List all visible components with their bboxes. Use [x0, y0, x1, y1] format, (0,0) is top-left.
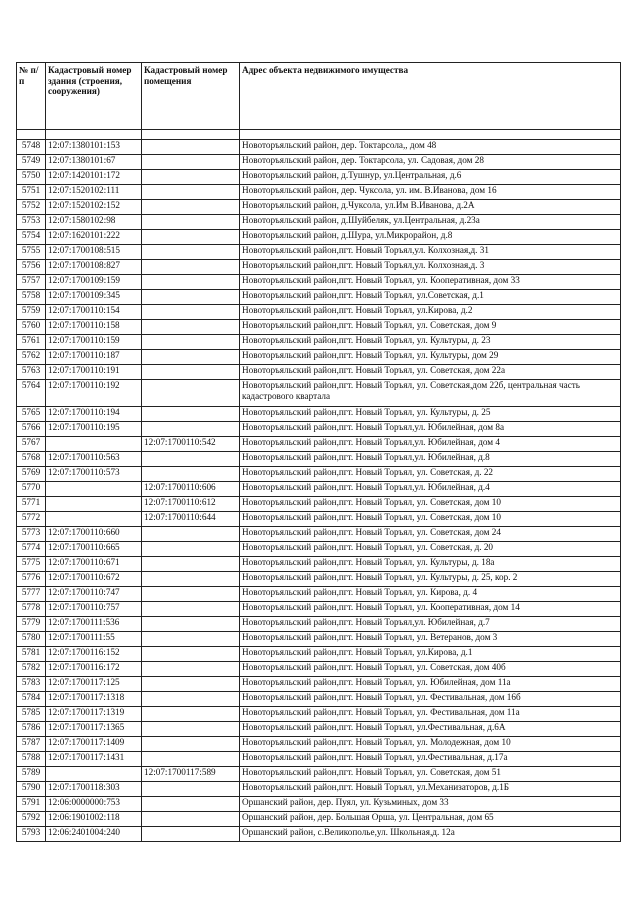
building-cadastral-number: 12:07:1700111:55: [46, 632, 142, 647]
room-cadastral-number: [142, 617, 240, 632]
building-cadastral-number: 12:07:1700110:573: [46, 467, 142, 482]
row-number: 5791: [17, 797, 46, 812]
row-number: 5765: [17, 407, 46, 422]
table-body: [17, 130, 621, 842]
room-cadastral-number: [142, 587, 240, 602]
table-row: [17, 602, 621, 617]
table-row: [17, 380, 621, 407]
header-row: [17, 63, 621, 130]
table-row: [17, 437, 621, 452]
room-cadastral-number: [142, 170, 240, 185]
table-row: [17, 407, 621, 422]
building-cadastral-number: [46, 767, 142, 782]
room-cadastral-number: 12:07:1700110:612: [142, 497, 240, 512]
room-cadastral-number: [142, 407, 240, 422]
building-cadastral-number: 12:07:1700117:125: [46, 677, 142, 692]
table-row: [17, 155, 621, 170]
property-address: Новоторъяльский район,пгт. Новый Торъял, ул. Советская, дом 51: [240, 767, 621, 782]
room-cadastral-number: [142, 452, 240, 467]
building-cadastral-number: 12:07:1700110:159: [46, 335, 142, 350]
row-number: 5783: [17, 677, 46, 692]
room-cadastral-number: [142, 230, 240, 245]
property-address: Новоторъяльский район,пгт. Новый Торъял, ул. Советская, д. 22: [240, 467, 621, 482]
table-row: [17, 722, 621, 737]
table-row: [17, 452, 621, 467]
table-row: [17, 275, 621, 290]
property-address: Новоторъяльский район,пгт. Новый Торъял, ул. Кооперативная, дом 33: [240, 275, 621, 290]
table-row: [17, 200, 621, 215]
property-address: Оршанский район, с.Великополье,ул. Школьная,д. 12а: [240, 827, 621, 842]
room-cadastral-number: [142, 737, 240, 752]
building-cadastral-number: 12:07:1700110:672: [46, 572, 142, 587]
table-row: [17, 632, 621, 647]
building-cadastral-number: 12:07:1700111:536: [46, 617, 142, 632]
property-address: Новоторъяльский район,пгт. Новый Торъял, ул.Фестивальная, д.17а: [240, 752, 621, 767]
row-number: 5793: [17, 827, 46, 842]
row-number: 5750: [17, 170, 46, 185]
room-cadastral-number: [142, 335, 240, 350]
building-cadastral-number: 12:07:1700110:195: [46, 422, 142, 437]
building-cadastral-number: 12:07:1700110:158: [46, 320, 142, 335]
row-number: 5786: [17, 722, 46, 737]
property-address: Новоторъяльский район,пгт. Новый Торъял, ул. Культуры, д. 25: [240, 407, 621, 422]
building-cadastral-number: 12:06:0000000:753: [46, 797, 142, 812]
building-cadastral-number: 12:07:1700108:515: [46, 245, 142, 260]
property-address: Новоторъяльский район,пгт. Новый Торъял, ул. Советская, дом 40б: [240, 662, 621, 677]
property-address: Новоторъяльский район,пгт. Новый Торъял, ул. Кирова, д. 4: [240, 587, 621, 602]
row-number: 5768: [17, 452, 46, 467]
row-number: 5753: [17, 215, 46, 230]
row-number: 5785: [17, 707, 46, 722]
room-cadastral-number: [142, 752, 240, 767]
property-address: Новоторъяльский район,пгт. Новый Торъял,ул. Юбилейная, д.8: [240, 452, 621, 467]
room-cadastral-number: [142, 527, 240, 542]
row-number: 5756: [17, 260, 46, 275]
property-address: Новоторъяльский район,пгт. Новый Торъял, ул.Кирова, д.2: [240, 305, 621, 320]
table-row: [17, 767, 621, 782]
table-row: [17, 797, 621, 812]
table-row: [17, 617, 621, 632]
property-address: Новоторъяльский район, д.Шуйбеляк, ул.Центральная, д.23а: [240, 215, 621, 230]
building-cadastral-number: 12:07:1700118:303: [46, 782, 142, 797]
property-address: Новоторъяльский район,пгт. Новый Торъял, ул.Механизаторов, д.1Б: [240, 782, 621, 797]
room-cadastral-number: [142, 782, 240, 797]
room-cadastral-number: [142, 245, 240, 260]
property-address: Новоторъяльский район,пгт. Новый Торъял,ул. Колхозная,д. 3: [240, 260, 621, 275]
table-row: [17, 572, 621, 587]
row-number: 5773: [17, 527, 46, 542]
room-cadastral-number: [142, 632, 240, 647]
property-address: Новоторъяльский район,пгт. Новый Торъял, ул. Советская, дом 24: [240, 527, 621, 542]
building-cadastral-number: 12:07:1380101:153: [46, 140, 142, 155]
table-row: [17, 260, 621, 275]
room-cadastral-number: [142, 422, 240, 437]
row-number: 5752: [17, 200, 46, 215]
building-cadastral-number: 12:07:1700117:1431: [46, 752, 142, 767]
property-address: Новоторъяльский район,пгт. Новый Торъял, ул.Кирова, д.1: [240, 647, 621, 662]
row-number: 5764: [17, 380, 46, 407]
table-row: [17, 185, 621, 200]
room-cadastral-number: 12:07:1700110:644: [142, 512, 240, 527]
row-number: 5775: [17, 557, 46, 572]
property-address: Новоторъяльский район,пгт. Новый Торъял, ул. Советская, дом 22а: [240, 365, 621, 380]
building-cadastral-number: 12:07:1700117:1318: [46, 692, 142, 707]
building-cadastral-number: 12:07:1700110:194: [46, 407, 142, 422]
room-cadastral-number: [142, 365, 240, 380]
row-number: 5760: [17, 320, 46, 335]
table-row: [17, 290, 621, 305]
table-row: [17, 245, 621, 260]
row-number: 5767: [17, 437, 46, 452]
row-number: 5780: [17, 632, 46, 647]
room-cadastral-number: [142, 290, 240, 305]
building-cadastral-number: 12:07:1420101:172: [46, 170, 142, 185]
row-number: 5771: [17, 497, 46, 512]
header-number: № п/п: [17, 63, 46, 130]
row-number: 5763: [17, 365, 46, 380]
building-cadastral-number: 12:07:1620101:222: [46, 230, 142, 245]
table-row: [17, 752, 621, 767]
building-cadastral-number: [46, 497, 142, 512]
property-address: Новоторъяльский район,пгт. Новый Торъял, ул. Советская, дом 10: [240, 512, 621, 527]
room-cadastral-number: [142, 542, 240, 557]
room-cadastral-number: [142, 692, 240, 707]
room-cadastral-number: [142, 557, 240, 572]
building-cadastral-number: 12:07:1700117:1365: [46, 722, 142, 737]
row-number: 5759: [17, 305, 46, 320]
property-address: Оршанский район, дер. Большая Орша, ул. Центральная, дом 65: [240, 812, 621, 827]
room-cadastral-number: [142, 707, 240, 722]
room-cadastral-number: [142, 305, 240, 320]
row-number: 5782: [17, 662, 46, 677]
room-cadastral-number: [142, 797, 240, 812]
table-row: [17, 365, 621, 380]
property-address: Новоторъяльский район,пгт. Новый Торъял,ул. Юбилейная, дом 8а: [240, 422, 621, 437]
building-cadastral-number: 12:07:1700117:1409: [46, 737, 142, 752]
room-cadastral-number: 12:07:1700110:542: [142, 437, 240, 452]
table-row: [17, 647, 621, 662]
building-cadastral-number: 12:07:1700110:192: [46, 380, 142, 407]
row-number: 5779: [17, 617, 46, 632]
table-row: [17, 587, 621, 602]
room-cadastral-number: [142, 200, 240, 215]
building-cadastral-number: 12:07:1700116:172: [46, 662, 142, 677]
property-address: Новоторъяльский район,пгт. Новый Торъял, ул. Культуры, д. 18а: [240, 557, 621, 572]
property-address: Новоторъяльский район,пгт. Новый Торъял, ул. Ветеранов, дом 3: [240, 632, 621, 647]
building-cadastral-number: 12:07:1700110:747: [46, 587, 142, 602]
property-address: Новоторъяльский район,пгт. Новый Торъял,ул. Юбилейная, д.4: [240, 482, 621, 497]
row-number: 5784: [17, 692, 46, 707]
room-cadastral-number: [142, 185, 240, 200]
property-address: Новоторъяльский район,пгт. Новый Торъял, ул. Культуры, д. 23: [240, 335, 621, 350]
building-cadastral-number: [46, 512, 142, 527]
row-number: 5772: [17, 512, 46, 527]
building-cadastral-number: 12:07:1700109:345: [46, 290, 142, 305]
property-address: Новоторъяльский район,пгт. Новый Торъял, ул. Советская, дом 9: [240, 320, 621, 335]
property-address: Новоторъяльский район, дер. Токтарсола,, дом 48: [240, 140, 621, 155]
table-row: [17, 692, 621, 707]
room-cadastral-number: 12:07:1700117:589: [142, 767, 240, 782]
table-row: [17, 140, 621, 155]
row-number: 5757: [17, 275, 46, 290]
property-address: Новоторъяльский район, д.Чуксола, ул.Им В.Иванова, д.2А: [240, 200, 621, 215]
room-cadastral-number: [142, 602, 240, 617]
building-cadastral-number: 12:06:2401004:240: [46, 827, 142, 842]
room-cadastral-number: [142, 275, 240, 290]
room-cadastral-number: [142, 320, 240, 335]
property-address: Новоторъяльский район,пгт. Новый Торъял, ул.Фестивальная, д.6А: [240, 722, 621, 737]
building-cadastral-number: 12:07:1580102:98: [46, 215, 142, 230]
row-number: 5790: [17, 782, 46, 797]
building-cadastral-number: 12:07:1700110:191: [46, 365, 142, 380]
room-cadastral-number: [142, 350, 240, 365]
room-cadastral-number: [142, 812, 240, 827]
row-number: 5754: [17, 230, 46, 245]
row-number: 5789: [17, 767, 46, 782]
building-cadastral-number: 12:07:1700108:827: [46, 260, 142, 275]
room-cadastral-number: [142, 215, 240, 230]
table-row: [17, 677, 621, 692]
property-address: Новоторъяльский район,пгт. Новый Торъял, ул. Культуры, дом 29: [240, 350, 621, 365]
table-row: [17, 482, 621, 497]
property-address: Новоторъяльский район,пгт. Новый Торъял, ул. Кооперативная, дом 14: [240, 602, 621, 617]
property-address: Новоторъяльский район,пгт. Новый Торъял, ул. Советская, д. 20: [240, 542, 621, 557]
property-address: Новоторъяльский район, дер. Токтарсола, ул. Садовая, дом 28: [240, 155, 621, 170]
property-address: Новоторъяльский район,пгт. Новый Торъял, ул. Культуры, д. 25, кор. 2: [240, 572, 621, 587]
row-number: 5758: [17, 290, 46, 305]
row-number: 5749: [17, 155, 46, 170]
building-cadastral-number: 12:07:1700110:187: [46, 350, 142, 365]
table-row: [17, 230, 621, 245]
table-row: [17, 827, 621, 842]
building-cadastral-number: 12:07:1380101:67: [46, 155, 142, 170]
room-cadastral-number: [142, 827, 240, 842]
header-address: Адрес объекта недвижимого имущества: [240, 63, 621, 130]
row-number: 5788: [17, 752, 46, 767]
property-address: Новоторъяльский район,пгт. Новый Торъял, ул. Советская,дом 22б, центральная часть кадастрового квартала: [240, 380, 621, 407]
table-row: [17, 467, 621, 482]
table-row: [17, 422, 621, 437]
row-number: 5761: [17, 335, 46, 350]
room-cadastral-number: [142, 647, 240, 662]
building-cadastral-number: 12:07:1700116:152: [46, 647, 142, 662]
table-row: [17, 335, 621, 350]
row-number: 5751: [17, 185, 46, 200]
row-number: 5792: [17, 812, 46, 827]
property-address: Новоторъяльский район,пгт. Новый Торъял, ул. Фестивальная, дом 11а: [240, 707, 621, 722]
header-building-cadastral: Кадастровый номер здания (строения, сооружения): [46, 63, 142, 130]
table-row: [17, 782, 621, 797]
row-number: 5762: [17, 350, 46, 365]
table-row: [17, 557, 621, 572]
table-row: [17, 707, 621, 722]
table-row: [17, 350, 621, 365]
property-address: Новоторъяльский район,пгт. Новый Торъял, ул. Молодежная, дом 10: [240, 737, 621, 752]
room-cadastral-number: [142, 662, 240, 677]
room-cadastral-number: [142, 572, 240, 587]
row-number: 5777: [17, 587, 46, 602]
room-cadastral-number: [142, 260, 240, 275]
building-cadastral-number: 12:07:1520102:111: [46, 185, 142, 200]
room-cadastral-number: 12:07:1700110:606: [142, 482, 240, 497]
row-number: 5778: [17, 602, 46, 617]
row-number: 5769: [17, 467, 46, 482]
row-number: 5787: [17, 737, 46, 752]
table-row: [17, 527, 621, 542]
table-row: [17, 812, 621, 827]
room-cadastral-number: [142, 140, 240, 155]
table-row: [17, 662, 621, 677]
property-address: Новоторъяльский район,пгт. Новый Торъял, ул.Советская, д.1: [240, 290, 621, 305]
property-address: Новоторъяльский район,пгт. Новый Торъял, ул. Фестивальная, дом 16б: [240, 692, 621, 707]
table-row: [17, 512, 621, 527]
row-number: 5774: [17, 542, 46, 557]
table-row: [17, 170, 621, 185]
property-address: Новоторъяльский район,пгт. Новый Торъял, ул. Советская, дом 10: [240, 497, 621, 512]
spacer-row: [17, 130, 621, 140]
property-address: Новоторъяльский район,пгт. Новый Торъял,ул. Юбилейная, д.7: [240, 617, 621, 632]
table-row: [17, 305, 621, 320]
building-cadastral-number: 12:07:1520102:152: [46, 200, 142, 215]
building-cadastral-number: 12:07:1700110:563: [46, 452, 142, 467]
header-room-cadastral: Кадастровый номер помещения: [142, 63, 240, 130]
property-address: Новоторъяльский район, дер. Чуксола, ул. им. В.Иванова, дом 16: [240, 185, 621, 200]
room-cadastral-number: [142, 155, 240, 170]
room-cadastral-number: [142, 380, 240, 407]
table-row: [17, 497, 621, 512]
property-address: Новоторъяльский район, д.Тушнур, ул.Центральная, д.6: [240, 170, 621, 185]
property-address: Новоторъяльский район, д.Шура, ул.Микрорайон, д.8: [240, 230, 621, 245]
registry-table: [16, 62, 621, 842]
table-row: [17, 737, 621, 752]
table-row: [17, 542, 621, 557]
building-cadastral-number: 12:07:1700117:1319: [46, 707, 142, 722]
table-row: [17, 215, 621, 230]
building-cadastral-number: 12:07:1700110:757: [46, 602, 142, 617]
table-row: [17, 320, 621, 335]
row-number: 5755: [17, 245, 46, 260]
property-address: Новоторъяльский район,пгт. Новый Торъял,ул. Юбилейная, дом 4: [240, 437, 621, 452]
building-cadastral-number: 12:07:1700110:154: [46, 305, 142, 320]
property-address: Оршанский район, дер. Пуял, ул. Кузьминых, дом 33: [240, 797, 621, 812]
building-cadastral-number: 12:06:1901002:118: [46, 812, 142, 827]
room-cadastral-number: [142, 677, 240, 692]
building-cadastral-number: 12:07:1700110:671: [46, 557, 142, 572]
building-cadastral-number: 12:07:1700110:665: [46, 542, 142, 557]
building-cadastral-number: [46, 437, 142, 452]
row-number: 5781: [17, 647, 46, 662]
building-cadastral-number: 12:07:1700110:660: [46, 527, 142, 542]
row-number: 5766: [17, 422, 46, 437]
row-number: 5776: [17, 572, 46, 587]
building-cadastral-number: [46, 482, 142, 497]
property-address: Новоторъяльский район,пгт. Новый Торъял, ул. Юбилейная, дом 11а: [240, 677, 621, 692]
property-address: Новоторъяльский район,пгт. Новый Торъял,ул. Колхозная,д. 31: [240, 245, 621, 260]
row-number: 5770: [17, 482, 46, 497]
row-number: 5748: [17, 140, 46, 155]
room-cadastral-number: [142, 722, 240, 737]
room-cadastral-number: [142, 467, 240, 482]
building-cadastral-number: 12:07:1700109:159: [46, 275, 142, 290]
